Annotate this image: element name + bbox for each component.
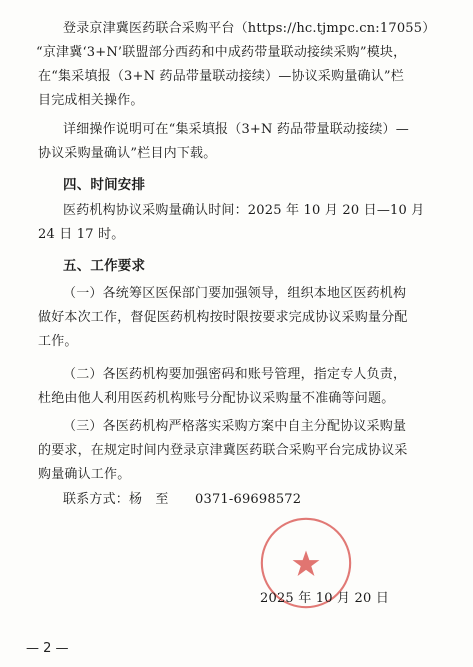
- body-line: 做好本次工作，督促医药机构按时限按要求完成协议采购量分配: [38, 310, 408, 325]
- body-line: 杜绝由他人利用医药机构账号分配协议采购量不准确等问题。: [38, 391, 395, 406]
- section-heading: 四、时间安排: [63, 177, 146, 193]
- body-line: 在“集采填报（3+N 药品带量联动接续）—协议采购量确认”栏: [38, 69, 404, 84]
- body-line: （二）各医药机构要加强密码和账号管理，指定专人负责，: [63, 367, 407, 382]
- body-line: “京津冀‘3+N’联盟部分西药和中成药带量联动接续采购”模块，: [36, 45, 407, 60]
- body-line: 医药机构协议采购量确认时间：2025 年 10 月 20 日—10 月: [63, 203, 425, 218]
- body-line: 目完成相关操作。: [38, 93, 144, 108]
- body-line: 工作。: [38, 334, 78, 349]
- body-line: （一）各统筹区医保部门要加强领导，组织本地区医药机构: [63, 286, 407, 301]
- body-line: 协议采购量确认”栏目内下载。: [38, 146, 217, 161]
- section-heading: 五、工作要求: [63, 258, 146, 274]
- body-line: 登录京津冀医药联合采购平台（https://hc.tjmpc.cn:17055）: [63, 21, 436, 36]
- contact-line: 联系方式：杨 至 0371-69698572: [63, 492, 302, 507]
- body-line: 购量确认工作。: [38, 467, 131, 482]
- body-line: 的要求，在规定时间内登录京津冀医药联合采购平台完成协议采: [38, 443, 408, 458]
- body-line: 24 日 17 时。: [38, 227, 125, 242]
- page-number: — 2 —: [26, 641, 69, 656]
- date-line: 2025 年 10 月 20 日: [260, 591, 390, 606]
- body-line: 详细操作说明可在“集采填报（3+N 药品带量联动接续）—: [63, 122, 409, 137]
- body-line: （三）各医药机构严格落实采购方案中自主分配协议采购量: [63, 419, 407, 434]
